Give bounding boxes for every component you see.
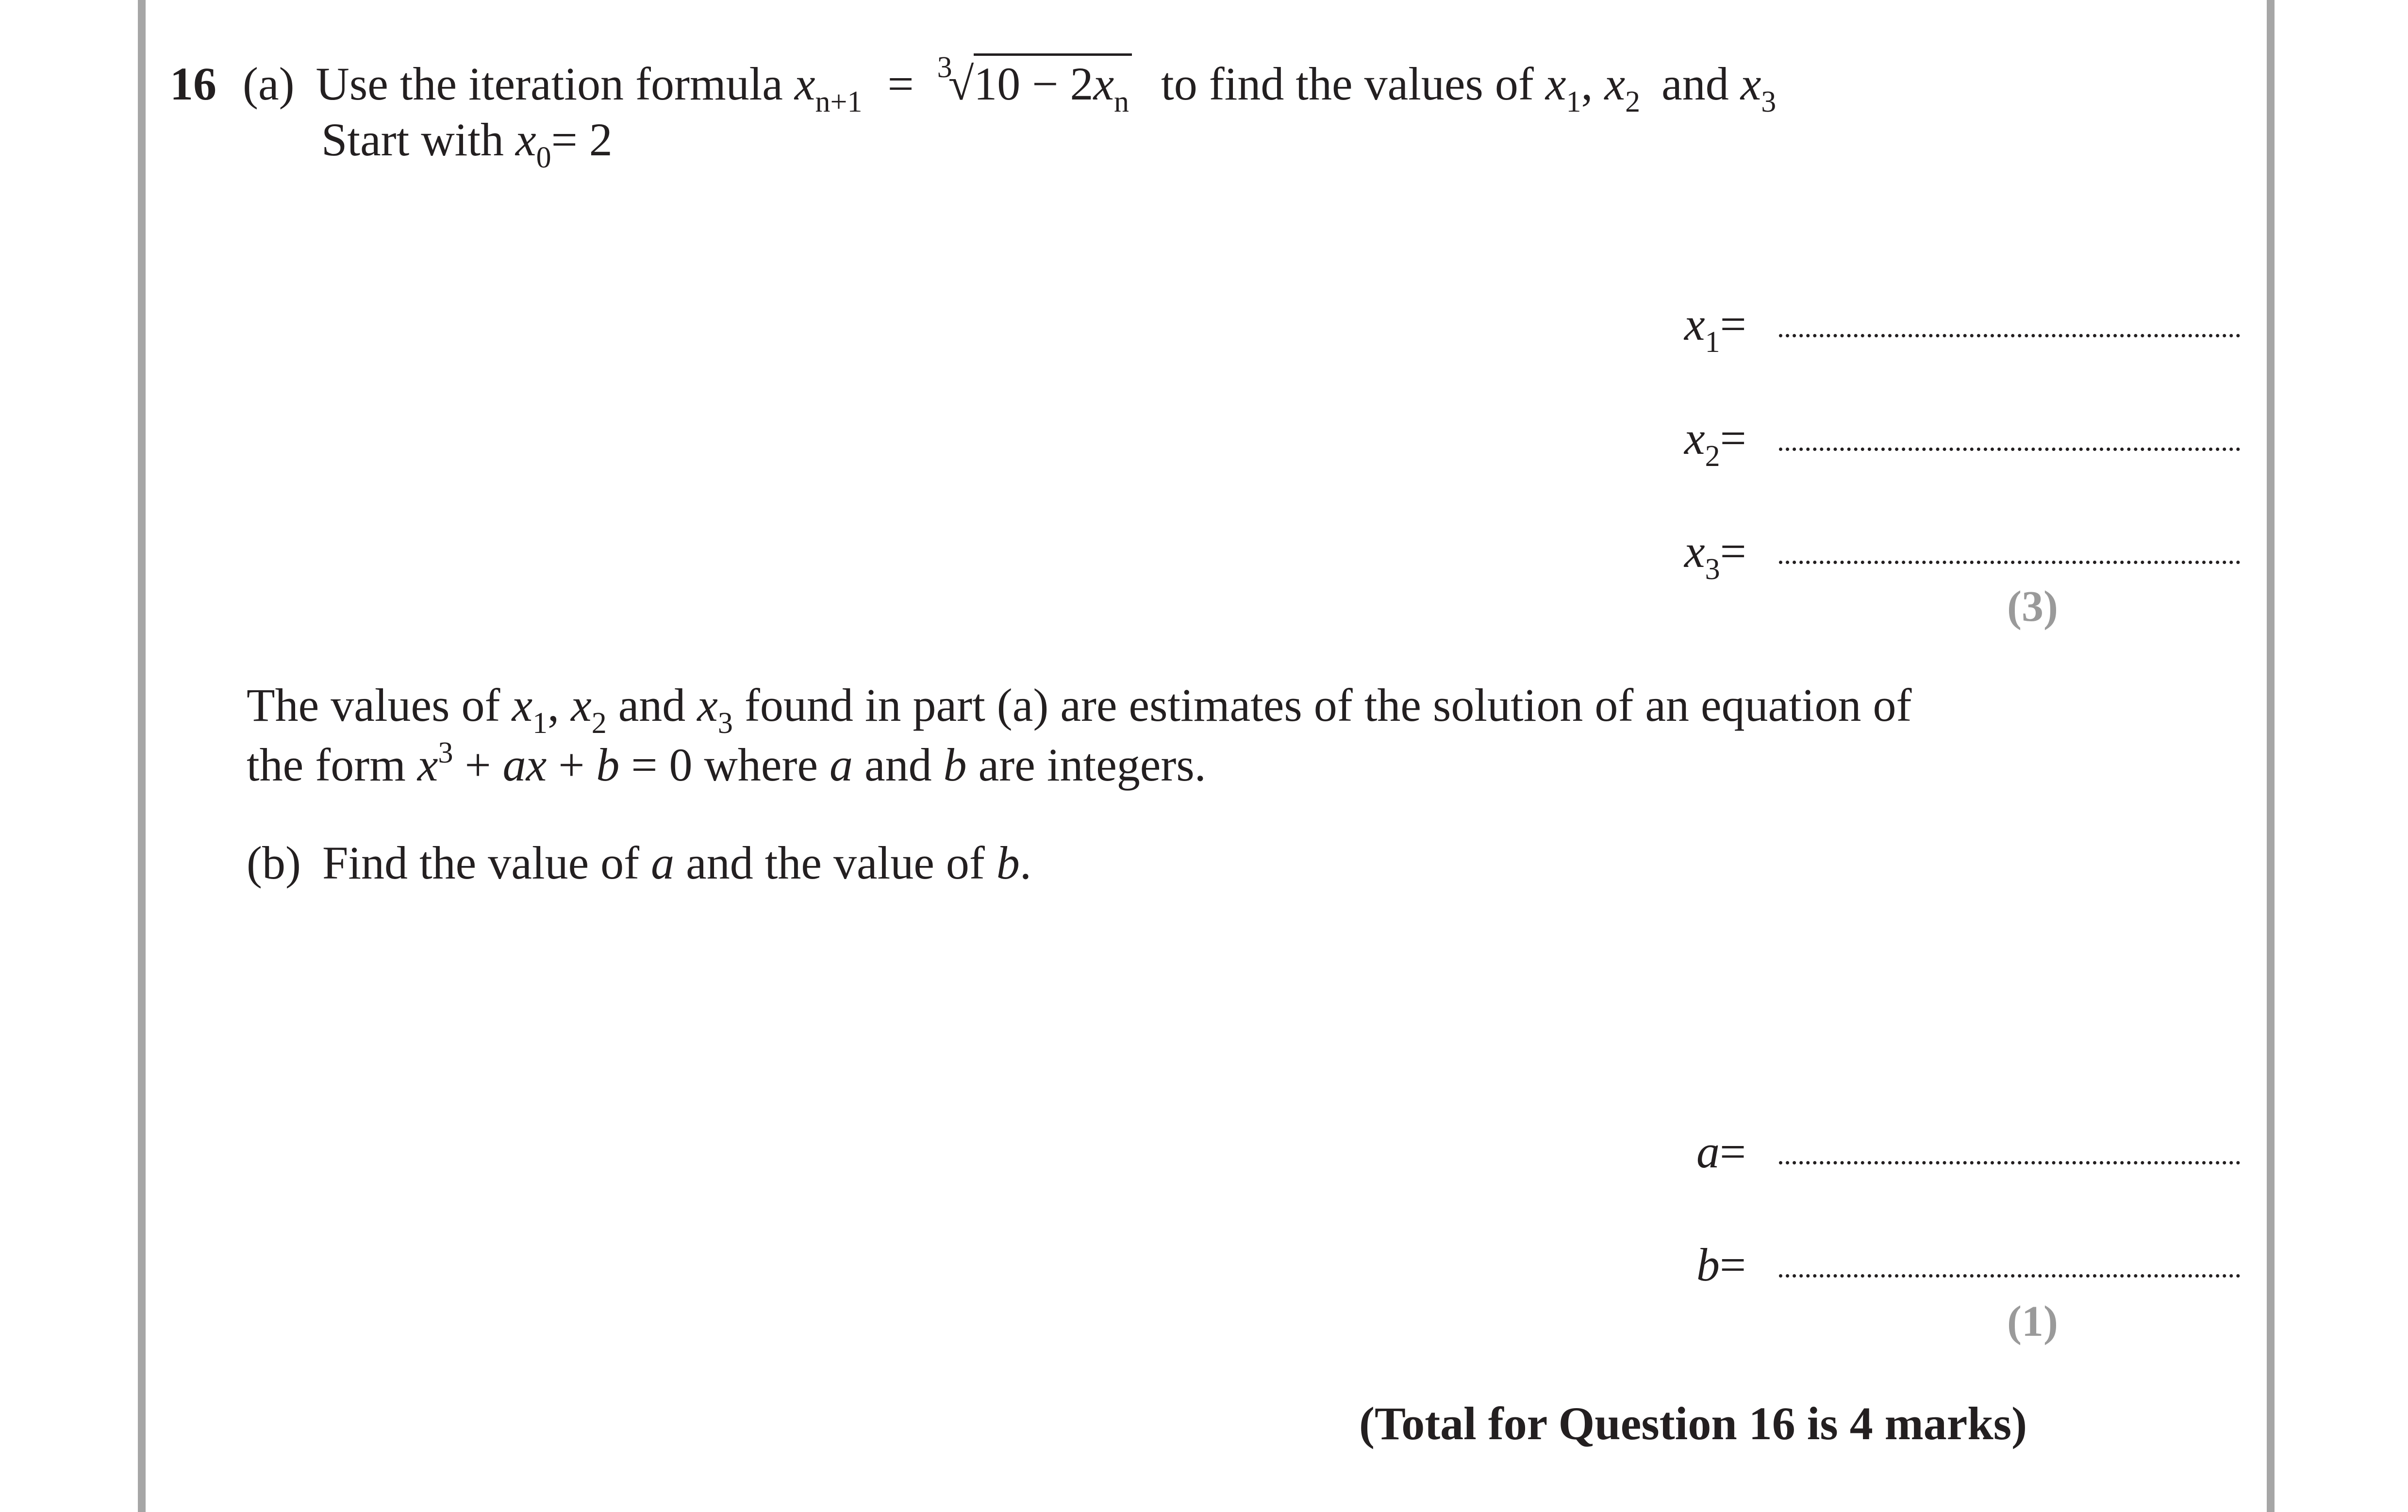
part-a-line-1 (170, 50, 1777, 118)
radical-sign: √ (948, 58, 974, 110)
intro-b-line-2: the form $x^3$ + ax + b = 0 where a and b are integers. (247, 736, 1206, 791)
intro-var-2: $x_2$ (571, 679, 607, 740)
cubic-equation: $x^3$ + ax + b (417, 736, 620, 791)
intro-b-line-1: The values of $x_1$, $x_2$ and $x_3$ found in part (a) are estimates of the solution of an equation of (247, 679, 1912, 740)
answer-label-x2: $x_2=$ (1684, 412, 1746, 473)
part-b-label: (b) (247, 837, 301, 889)
formula-lhs: $x_{n+1}$ (794, 58, 863, 118)
part-a-label: (a) (243, 58, 295, 110)
part-a-and: and (1661, 58, 1729, 110)
left-margin-bar (138, 0, 146, 1512)
part-a-text-1: Use the iteration formula (316, 58, 783, 110)
intro-var-3: $x_3$ (697, 679, 733, 740)
start-with-text: Start with (321, 114, 504, 166)
answer-line-a[interactable] (1779, 1161, 2240, 1164)
part-a-marks: (3) (2007, 582, 2058, 631)
start-var: $x_0$ (515, 114, 551, 174)
value-var-2: $x_2$ (1604, 58, 1641, 118)
answer-label-x3: $x_3=$ (1684, 525, 1746, 586)
intro-var-1: $x_1$, (512, 679, 571, 740)
answer-line-x1[interactable] (1779, 334, 2240, 337)
value-var-3: $x_3$ (1740, 58, 1777, 118)
part-a-text-2: to find the values of (1161, 58, 1534, 110)
cube-root (937, 50, 1132, 118)
right-margin-bar (2267, 0, 2275, 1512)
total-marks: (Total for Question 16 is 4 marks) (1359, 1397, 2027, 1449)
answer-line-x3[interactable] (1779, 561, 2240, 564)
root-index: 3 (937, 50, 952, 84)
answer-label-b: b= (1696, 1239, 1746, 1291)
part-a-line-2 (321, 114, 613, 174)
question-number: 16 (170, 58, 216, 110)
answer-label-x1: $x_1=$ (1684, 298, 1746, 359)
start-value: = 2 (551, 114, 613, 166)
value-var-1: $x_1$, (1545, 58, 1605, 118)
part-b-line: (b) Find the value of a and the value of b. (247, 837, 1031, 889)
answer-line-x2[interactable] (1779, 448, 2240, 451)
answer-label-a: a= (1696, 1126, 1746, 1178)
part-b-marks: (1) (2007, 1297, 2058, 1346)
formula-lhs-subscript: n+1 (815, 85, 863, 118)
answer-line-b[interactable] (1779, 1274, 2240, 1278)
radicand: $10 - 2x_n$ (974, 53, 1132, 110)
formula-equals: = (887, 58, 914, 110)
